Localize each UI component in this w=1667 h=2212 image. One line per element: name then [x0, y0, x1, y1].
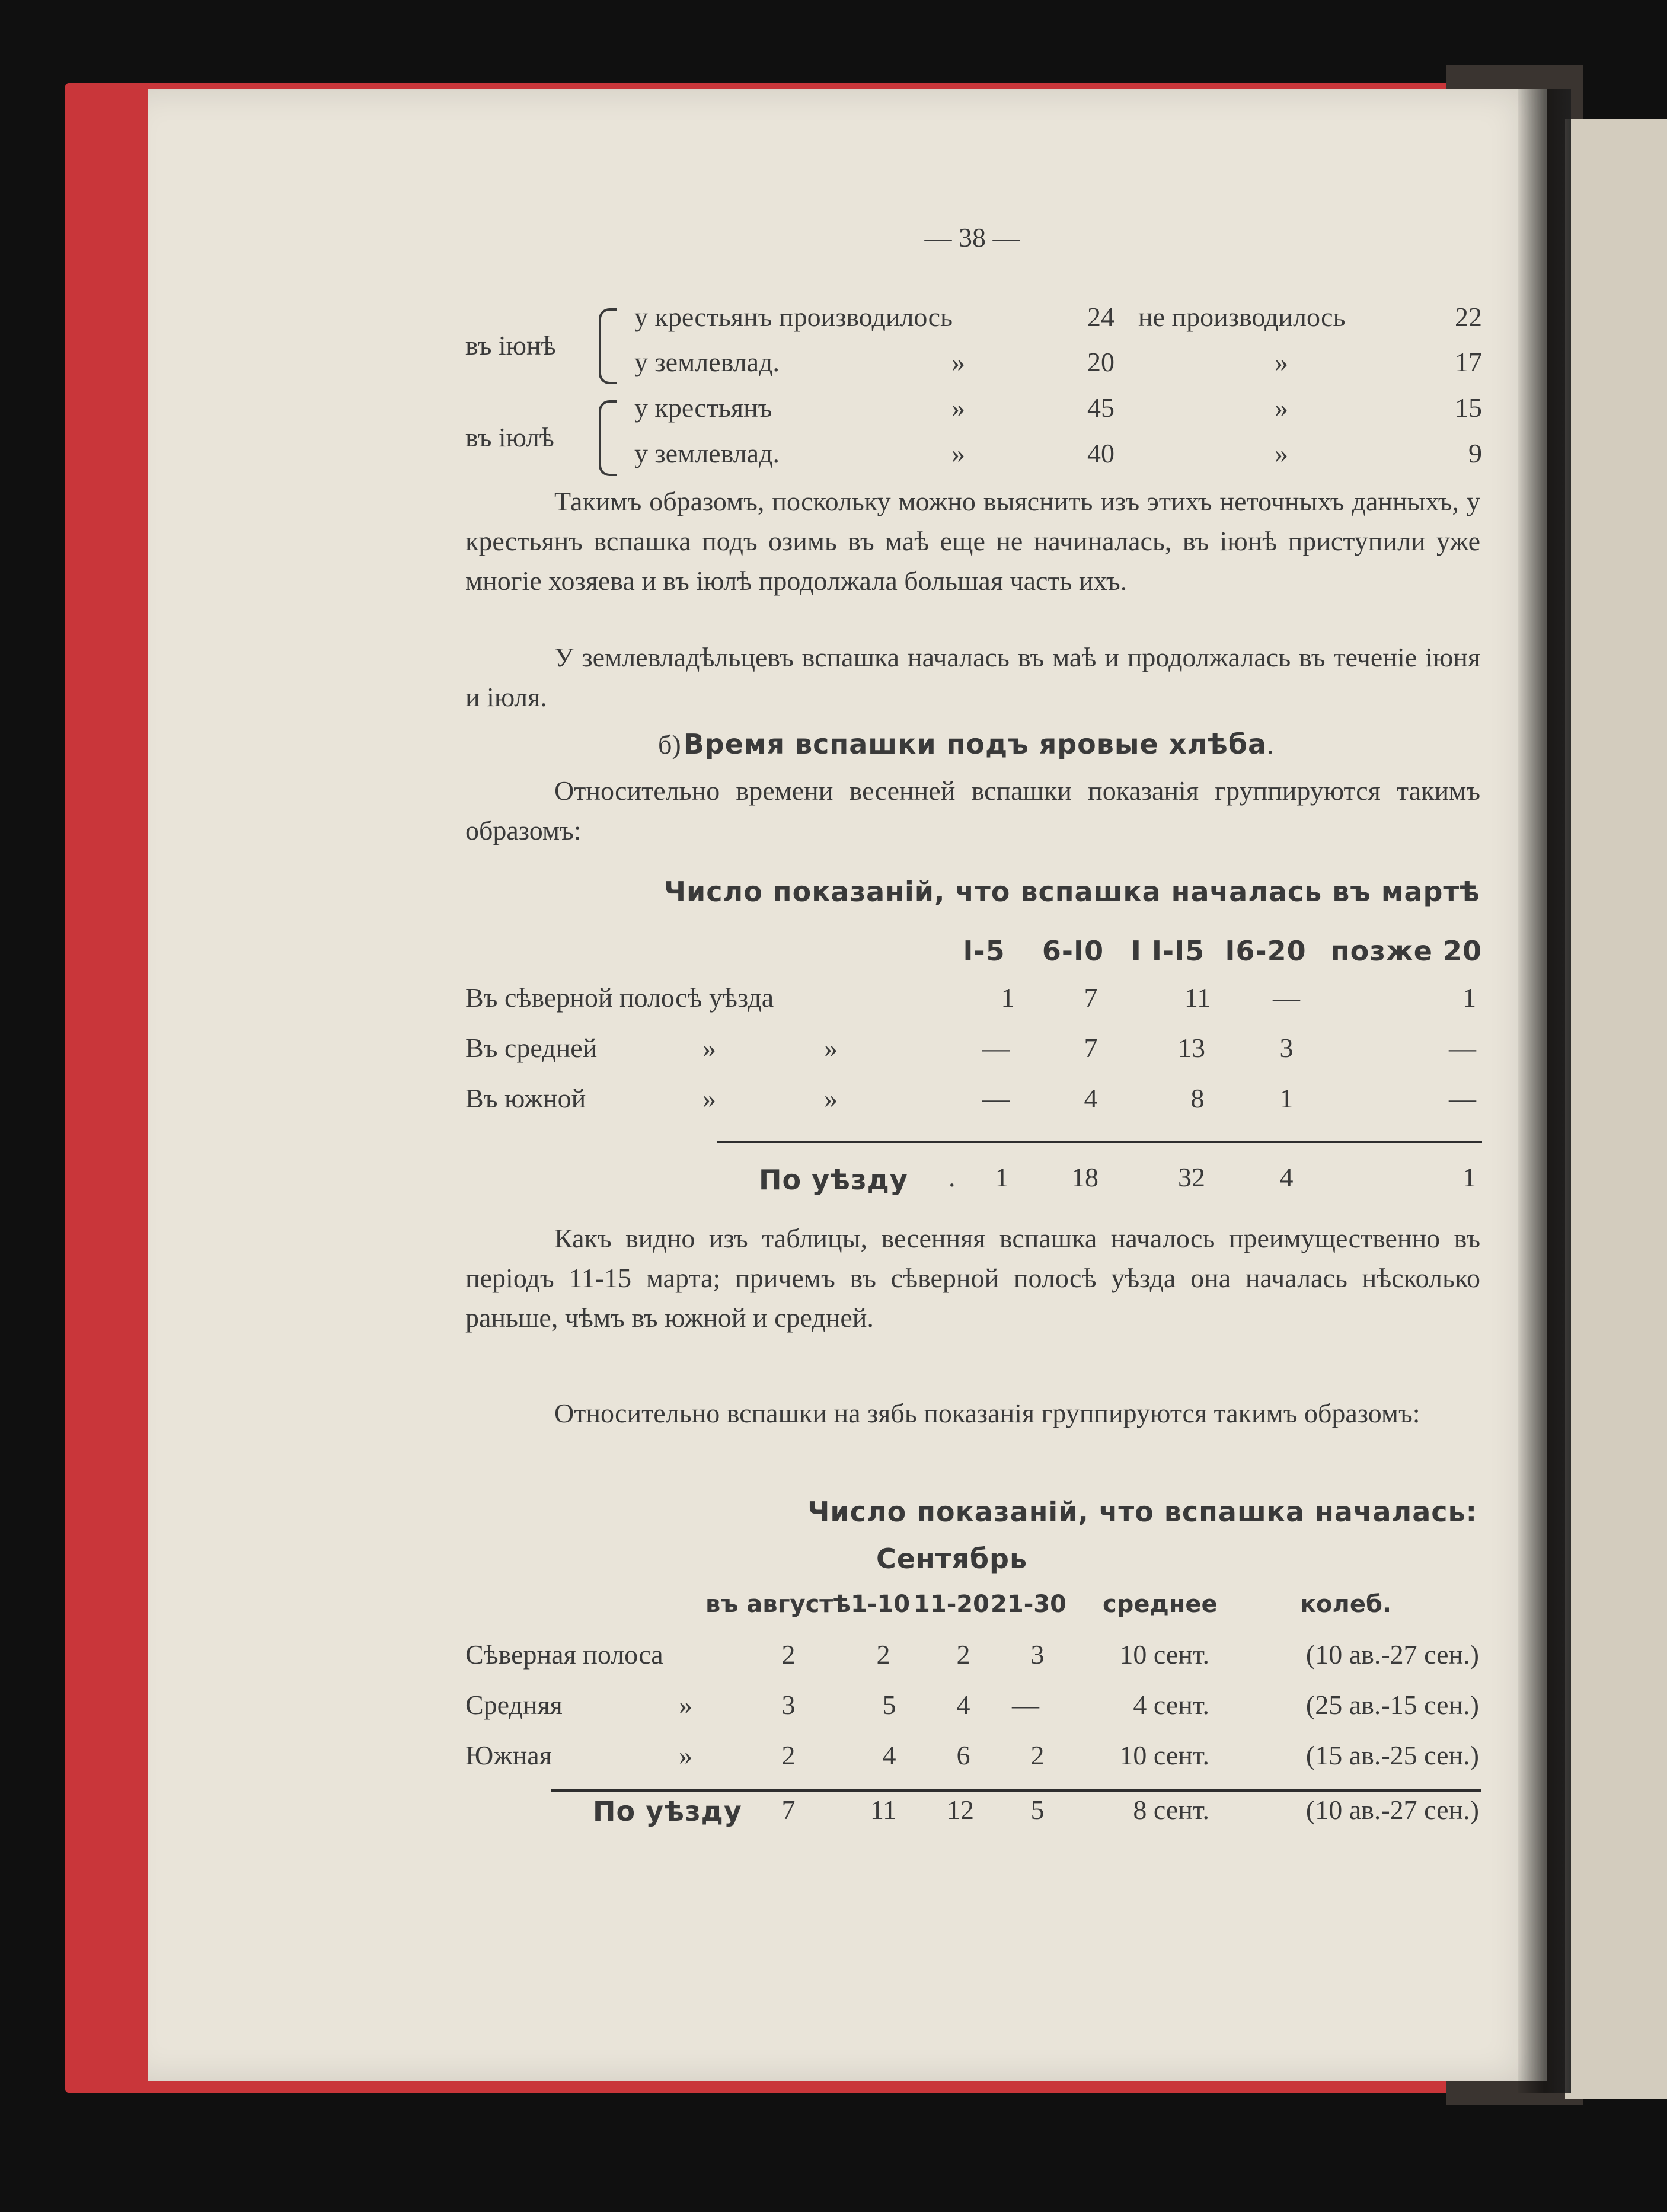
section-heading — [658, 728, 1274, 760]
june-brace — [599, 308, 617, 384]
july-label: въ іюлѣ — [465, 422, 554, 452]
table2-total-v3: 12 — [947, 1795, 974, 1825]
table1-row-3-mark2: » — [824, 1083, 838, 1113]
top-row-2-b: 17 — [1455, 347, 1482, 377]
page-gutter-shadow — [1518, 89, 1571, 2093]
table2-row-3-v3: 6 — [956, 1740, 970, 1770]
table1-row-1-v2: 7 — [1084, 982, 1098, 1013]
table1-row-2-v4: 3 — [1279, 1033, 1294, 1063]
top-row-4-a: 40 — [1087, 438, 1114, 468]
table1-row-1-label: Въ сѣверной полосѣ уѣзда — [465, 982, 774, 1013]
table1-row-3-label: Въ южной — [465, 1083, 586, 1113]
table1-total-v4: 4 — [1279, 1162, 1294, 1192]
table1-total-v2: 18 — [1071, 1162, 1098, 1192]
table2-row-2-v6: (25 ав.-15 сен.) — [1305, 1690, 1479, 1720]
top-row-1-mid: не производилось — [1138, 302, 1346, 332]
table2-row-1-v2: 2 — [876, 1639, 890, 1670]
table2-row-2-v4: — — [1012, 1690, 1039, 1720]
top-row-4-mark: » — [951, 438, 965, 468]
table1-row-3-v2: 4 — [1084, 1083, 1098, 1113]
top-row-3-mid: » — [1275, 392, 1288, 423]
table1-row-2-v2: 7 — [1084, 1033, 1098, 1063]
table2-row-2-v3: 4 — [956, 1690, 970, 1720]
top-row-4-who: у землевлад. — [634, 438, 780, 468]
table2-total-v1: 7 — [781, 1795, 796, 1825]
next-page-edge — [1565, 119, 1667, 2099]
top-row-4-mid: » — [1275, 438, 1288, 468]
table1-row-3-v4: 1 — [1279, 1083, 1294, 1113]
section-number: б) — [658, 729, 681, 759]
table1-total-dot: . — [949, 1162, 956, 1192]
top-row-3-a: 45 — [1087, 392, 1114, 423]
table1-header-3: I I-I5 — [1131, 935, 1205, 967]
top-row-1-b: 22 — [1455, 302, 1482, 332]
table2-header-21-30: 21-30 — [991, 1591, 1066, 1618]
table2-row-2-v1: 3 — [781, 1690, 796, 1720]
top-row-3-who: у крестьянъ — [634, 392, 772, 423]
table2-row-1-label: Сѣверная полоса — [465, 1639, 663, 1670]
table1-row-1-v3: 11 — [1184, 982, 1211, 1013]
table2-row-3-mark: » — [679, 1740, 692, 1770]
table2-header-11-20: 11-20 — [914, 1591, 989, 1618]
table2-row-1-v1: 2 — [781, 1639, 796, 1670]
table2-total-v6: (10 ав.-27 сен.) — [1305, 1795, 1479, 1825]
table1-header-5: позже 20 — [1330, 935, 1482, 967]
paragraph-1: Такимъ образомъ, поскольку можно выяснить изъ этихъ неточныхъ данныхъ, у крестьянъ вспашка подъ озимь въ маѣ еще не начиналась, въ іюнѣ приступили уже многіе хозяева и въ іюлѣ продолжала большая часть ихъ. — [465, 486, 1480, 596]
table1-row-2-mark1: » — [702, 1033, 716, 1063]
top-row-2-mark: » — [951, 347, 965, 377]
table2-row-2-mark: » — [679, 1690, 692, 1720]
table2-row-3-v1: 2 — [781, 1740, 796, 1770]
table1-row-3-mark1: » — [702, 1083, 716, 1113]
top-row-3-mark: » — [951, 392, 965, 423]
table1-total-v3: 32 — [1178, 1162, 1205, 1192]
table2-row-3-v6: (15 ав.-25 сен.) — [1305, 1740, 1479, 1770]
page-number: — 38 — — [924, 222, 1020, 253]
table1-row-1-v5: 1 — [1462, 982, 1476, 1013]
table2-row-1-v6: (10 ав.-27 сен.) — [1305, 1639, 1479, 1670]
table2-row-1-v5: 10 сент. — [1119, 1639, 1209, 1670]
table2-row-1-v4: 3 — [1030, 1639, 1045, 1670]
table1-caption: Число показаній, что вспашка началась въ мартѣ — [663, 876, 1480, 908]
top-row-3-b: 15 — [1455, 392, 1482, 423]
table1-row-2-mark2: » — [824, 1033, 838, 1063]
table1-row-2-label: Въ средней — [465, 1033, 598, 1063]
top-row-4-b: 9 — [1468, 438, 1482, 468]
table2-row-2-v5: 4 сент. — [1133, 1690, 1209, 1720]
top-row-2-who: у землевлад. — [634, 347, 780, 377]
table2-total-rule — [551, 1789, 1481, 1792]
table2-caption: Число показаній, что вспашка началась: — [807, 1496, 1477, 1528]
table1-row-2-v3: 13 — [1178, 1033, 1205, 1063]
paragraph-3: Относительно времени весенней вспашки показанія группируются такимъ образомъ: — [465, 775, 1480, 845]
table2-total-v2: 11 — [870, 1795, 897, 1825]
table2-row-3-v4: 2 — [1030, 1740, 1045, 1770]
table2-total-label: По уѣзду — [593, 1795, 742, 1827]
table2-month: Сентябрь — [876, 1543, 1028, 1575]
table1-row-3-v3: 8 — [1190, 1083, 1205, 1113]
table2-row-2-v2: 5 — [882, 1690, 896, 1720]
table1-total-rule — [717, 1141, 1482, 1143]
table2-total-v4: 5 — [1030, 1795, 1045, 1825]
table2-header-august: въ августѣ — [705, 1591, 851, 1618]
table1-row-1-v1: 1 — [1001, 982, 1015, 1013]
paragraph-5: Относительно вспашки на зябь показанія группируются такимъ образомъ: — [554, 1398, 1420, 1428]
table1-header-1: I-5 — [963, 935, 1005, 967]
section-dot: . — [1267, 729, 1274, 759]
top-row-2-mid: » — [1275, 347, 1288, 377]
top-row-1-a: 24 — [1087, 302, 1114, 332]
table1-row-2-v1: — — [982, 1033, 1010, 1063]
table1-total-v5: 1 — [1462, 1162, 1476, 1192]
table2-header-1-10: 1-10 — [850, 1591, 911, 1618]
table1-total-v1: 1 — [995, 1162, 1009, 1192]
top-row-2-a: 20 — [1087, 347, 1114, 377]
table1-header-2: 6-I0 — [1042, 935, 1104, 967]
table1-row-1-v4: — — [1273, 982, 1300, 1013]
table2-header-average: среднее — [1103, 1591, 1218, 1618]
table2-total-v5: 8 сент. — [1133, 1795, 1209, 1825]
june-label: въ іюнѣ — [465, 330, 556, 360]
paragraph-4: Какъ видно изъ таблицы, весенняя вспашка началось преимущественно въ періодъ 11-15 марта; причемъ въ сѣверной полосѣ уѣзда она началась нѣсколько раньше, чѣмъ въ южной и средней. — [465, 1223, 1480, 1333]
table1-row-2-v5: — — [1449, 1033, 1476, 1063]
table2-row-2-label: Средняя — [465, 1690, 563, 1720]
top-row-1-who: у крестьянъ производилось — [634, 302, 953, 332]
section-title: Время вспашки подъ яровые хлѣба — [683, 728, 1267, 760]
table2-row-3-label: Южная — [465, 1740, 552, 1770]
july-brace — [599, 400, 617, 476]
table1-row-3-v1: — — [982, 1083, 1010, 1113]
table2-row-3-v5: 10 сент. — [1119, 1740, 1209, 1770]
table1-row-3-v5: — — [1449, 1083, 1476, 1113]
table2-row-1-v3: 2 — [956, 1639, 970, 1670]
table2-row-3-v2: 4 — [882, 1740, 896, 1770]
book-page — [148, 89, 1547, 2081]
table1-header-4: I6-20 — [1225, 935, 1307, 967]
table1-total-label: По уѣзду — [759, 1164, 908, 1196]
paragraph-2: У землевладѣльцевъ вспашка началась въ маѣ и продолжалась въ теченіе іюня и іюля. — [465, 642, 1480, 712]
table2-header-range: колеб. — [1299, 1591, 1392, 1618]
